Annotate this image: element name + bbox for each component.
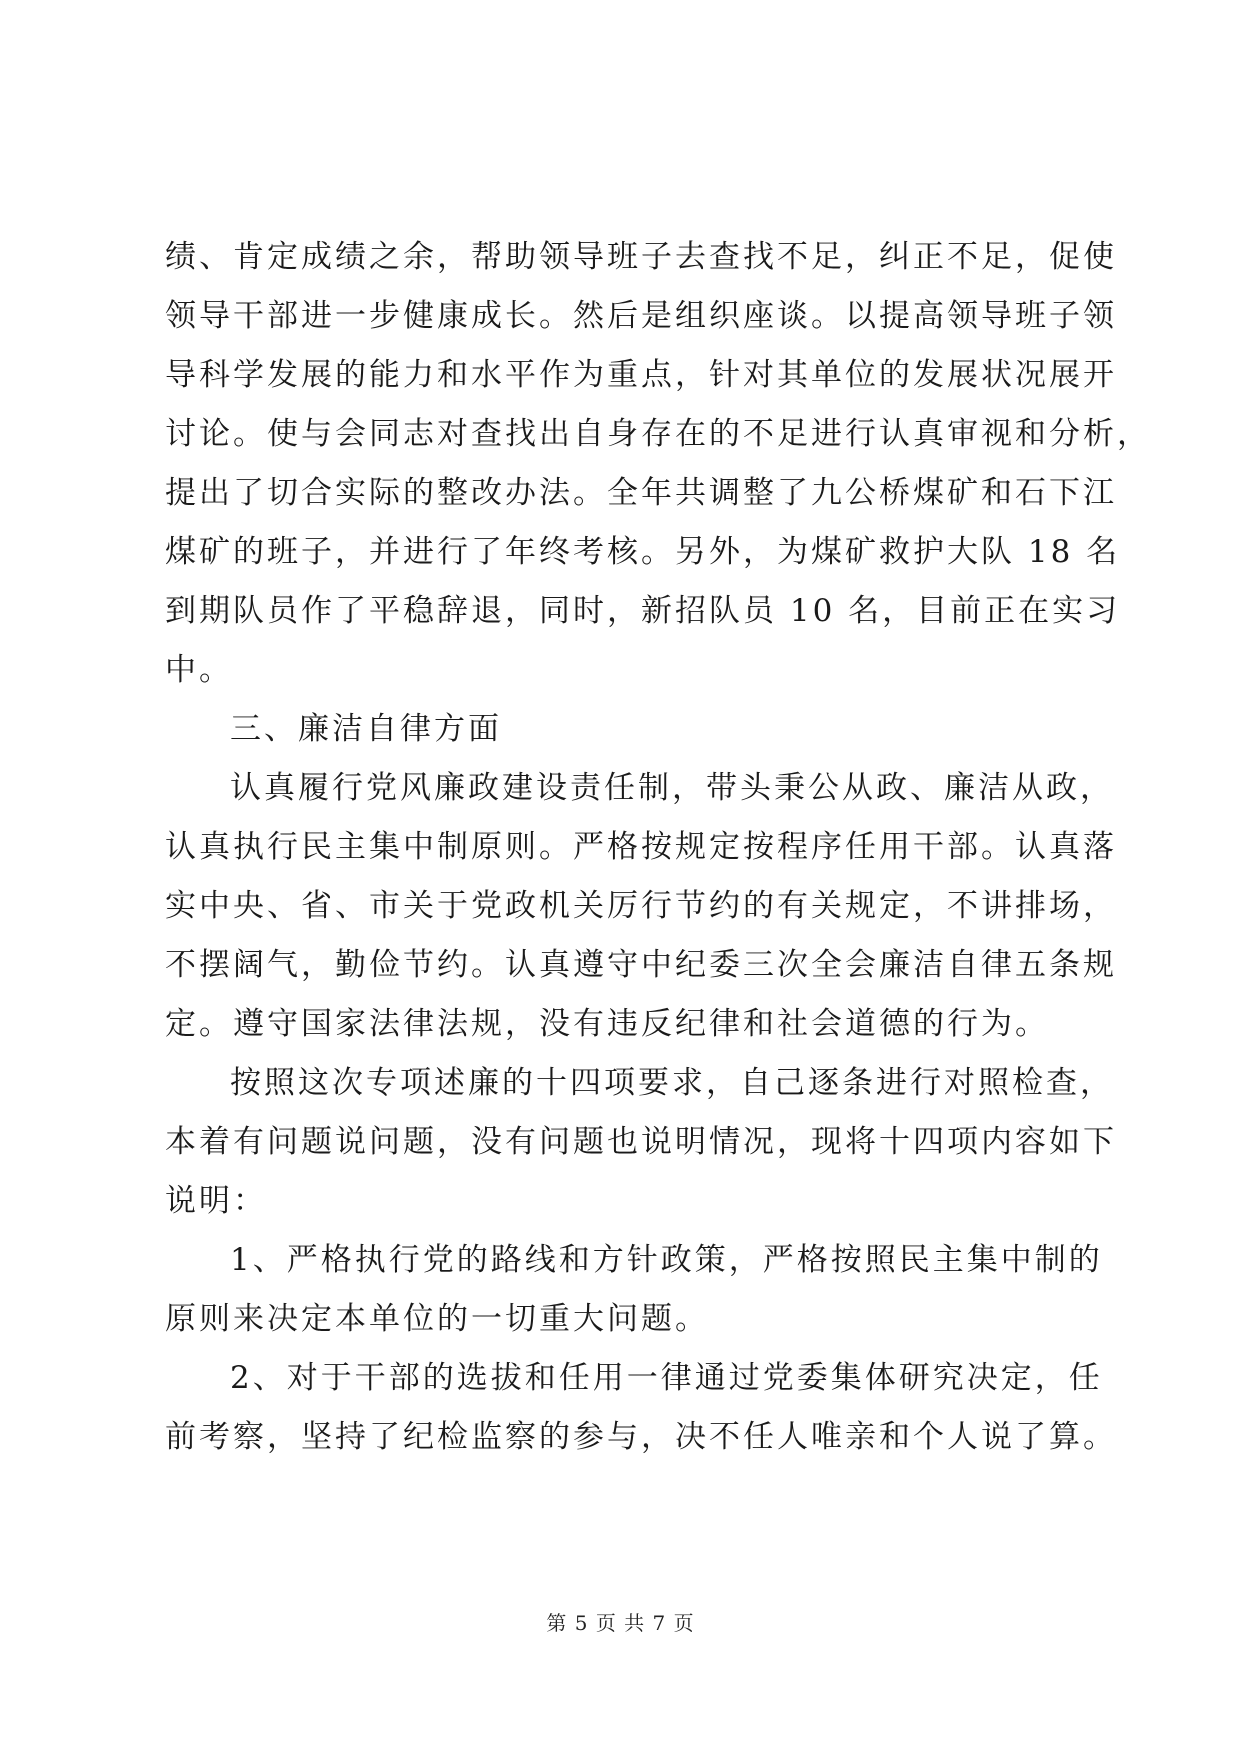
text-line: 定。遵守国家法律法规，没有违反纪律和社会道德的行为。	[165, 1006, 1049, 1042]
body-text	[165, 228, 1151, 1467]
text-line: 认真执行民主集中制原则。严格按规定按程序任用干部。认真落	[165, 829, 1117, 865]
list-item-2: 2、对于干部的选拔和任用一律通过党委集体研究决定，任	[230, 1360, 1103, 1396]
text-line: 实中央、省、市关于党政机关厉行节约的有关规定，不讲排场，	[165, 888, 1117, 924]
paragraph-start: 按照这次专项述廉的十四项要求，自己逐条进行对照检查，	[230, 1065, 1114, 1101]
text-line: 领导干部进一步健康成长。然后是组织座谈。以提高领导班子领	[165, 298, 1117, 334]
text-line: 导科学发展的能力和水平作为重点，针对其单位的发展状况展开	[165, 357, 1117, 393]
text-line: 到期队员作了平稳辞退，同时，新招队员 10 名，目前正在实习	[165, 593, 1121, 629]
text-line: 绩、肯定成绩之余，帮助领导班子去查找不足，纠正不足，促使	[165, 239, 1117, 275]
page-number: 第 5 页 共 7 页	[546, 1611, 695, 1635]
section-heading: 三、廉洁自律方面	[230, 711, 502, 747]
text-line: 说明：	[165, 1183, 267, 1219]
text-line: 前考察，坚持了纪检监察的参与，决不任人唯亲和个人说了算。	[165, 1419, 1117, 1455]
text-line: 提出了切合实际的整改办法。全年共调整了九公桥煤矿和石下江	[165, 475, 1117, 511]
text-line: 煤矿的班子，并进行了年终考核。另外，为煤矿救护大队 18 名	[165, 534, 1121, 570]
page-footer	[0, 1607, 1241, 1636]
list-item-1: 1、严格执行党的路线和方针政策，严格按照民主集中制的	[230, 1242, 1103, 1278]
paragraph-start: 认真履行党风廉政建设责任制，带头秉公从政、廉洁从政，	[230, 770, 1114, 806]
text-line: 原则来决定本单位的一切重大问题。	[165, 1301, 709, 1337]
text-line: 本着有问题说问题，没有问题也说明情况，现将十四项内容如下	[165, 1124, 1117, 1160]
text-line: 讨论。使与会同志对查找出自身存在的不足进行认真审视和分析，	[165, 416, 1151, 452]
text-line: 不摆阔气，勤俭节约。认真遵守中纪委三次全会廉洁自律五条规	[165, 947, 1117, 983]
text-line: 中。	[165, 652, 233, 688]
